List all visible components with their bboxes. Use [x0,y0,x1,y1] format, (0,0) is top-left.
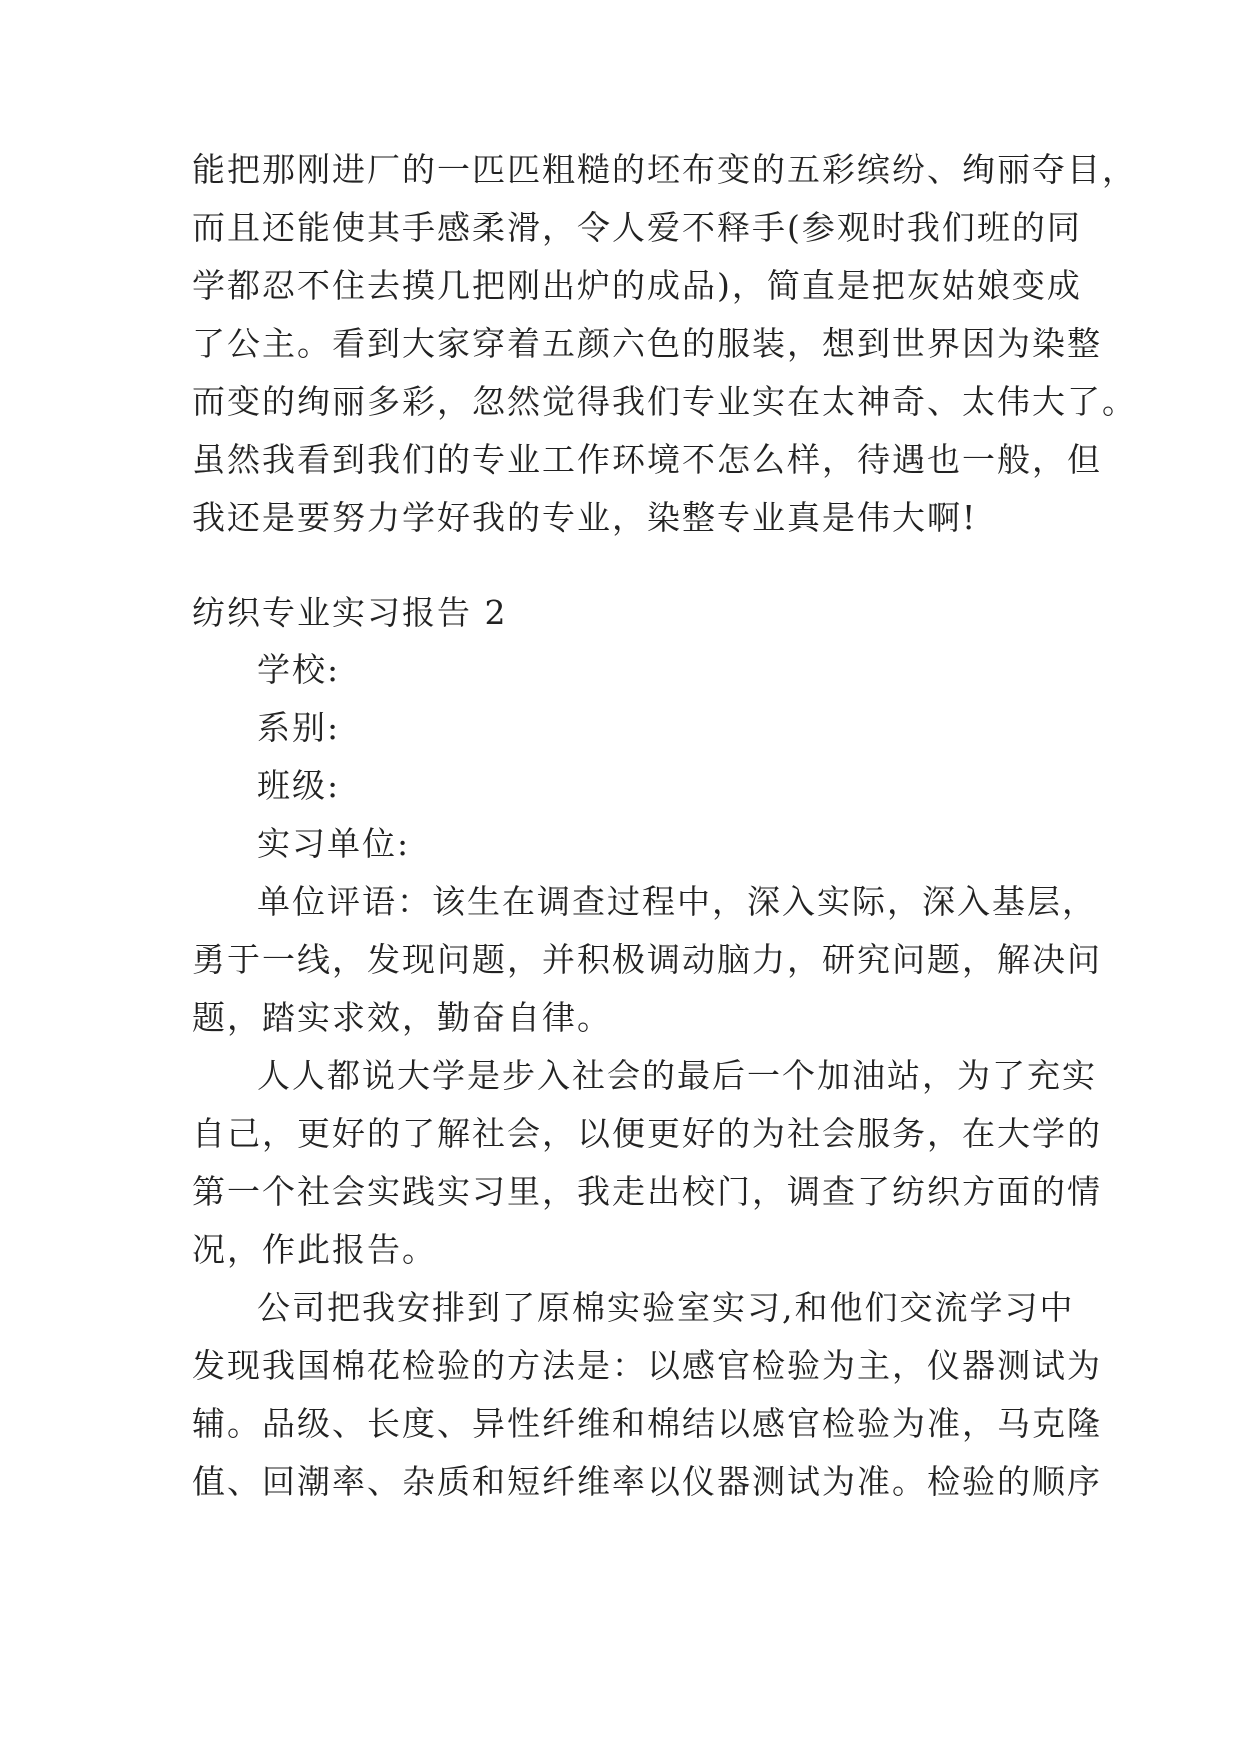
paragraph-line: 自己，更好的了解社会，以便更好的为社会服务，在大学的 [192,1114,1102,1153]
intro-line: 了公主。看到大家穿着五颜六色的服装，想到世界因为染整 [192,324,1102,363]
evaluation-line: 单位评语：该生在调查过程中，深入实际，深入基层， [257,882,1097,921]
intro-line: 学都忍不住去摸几把刚出炉的成品)，简直是把灰姑娘变成 [192,266,1082,305]
paragraph-line: 公司把我安排到了原棉实验室实习,和他们交流学习中 [257,1288,1075,1327]
section-title: 纺织专业实习报告 2 [192,593,508,632]
paragraph-line: 辅。品级、长度、异性纤维和棉结以感官检验为准，马克隆 [192,1404,1102,1443]
evaluation-line: 题，踏实求效，勤奋自律。 [192,998,612,1037]
field-department: 系别: [257,708,341,747]
intro-line: 而变的绚丽多彩，忽然觉得我们专业实在太神奇、太伟大了。 [192,382,1137,421]
intro-line: 而且还能使其手感柔滑，令人爱不释手(参观时我们班的同 [192,208,1082,247]
paragraph-line: 值、回潮率、杂质和短纤维率以仪器测试为准。检验的顺序 [192,1462,1102,1501]
evaluation-line: 勇于一线，发现问题，并积极调动脑力，研究问题，解决问 [192,940,1102,979]
intro-line: 能把那刚进厂的一匹匹粗糙的坯布变的五彩缤纷、绚丽夺目， [192,150,1137,189]
paragraph-line: 第一个社会实践实习里，我走出校门，调查了纺织方面的情 [192,1172,1102,1211]
field-internship-unit: 实习单位: [257,824,411,863]
intro-line: 我还是要努力学好我的专业，染整专业真是伟大啊! [192,498,978,537]
paragraph-line: 况，作此报告。 [192,1230,437,1269]
paragraph-line: 人人都说大学是步入社会的最后一个加油站，为了充实 [257,1056,1097,1095]
field-class: 班级: [257,766,341,805]
paragraph-line: 发现我国棉花检验的方法是：以感官检验为主，仪器测试为 [192,1346,1102,1385]
intro-line: 虽然我看到我们的专业工作环境不怎么样，待遇也一般，但 [192,440,1102,479]
field-school: 学校: [257,650,341,689]
